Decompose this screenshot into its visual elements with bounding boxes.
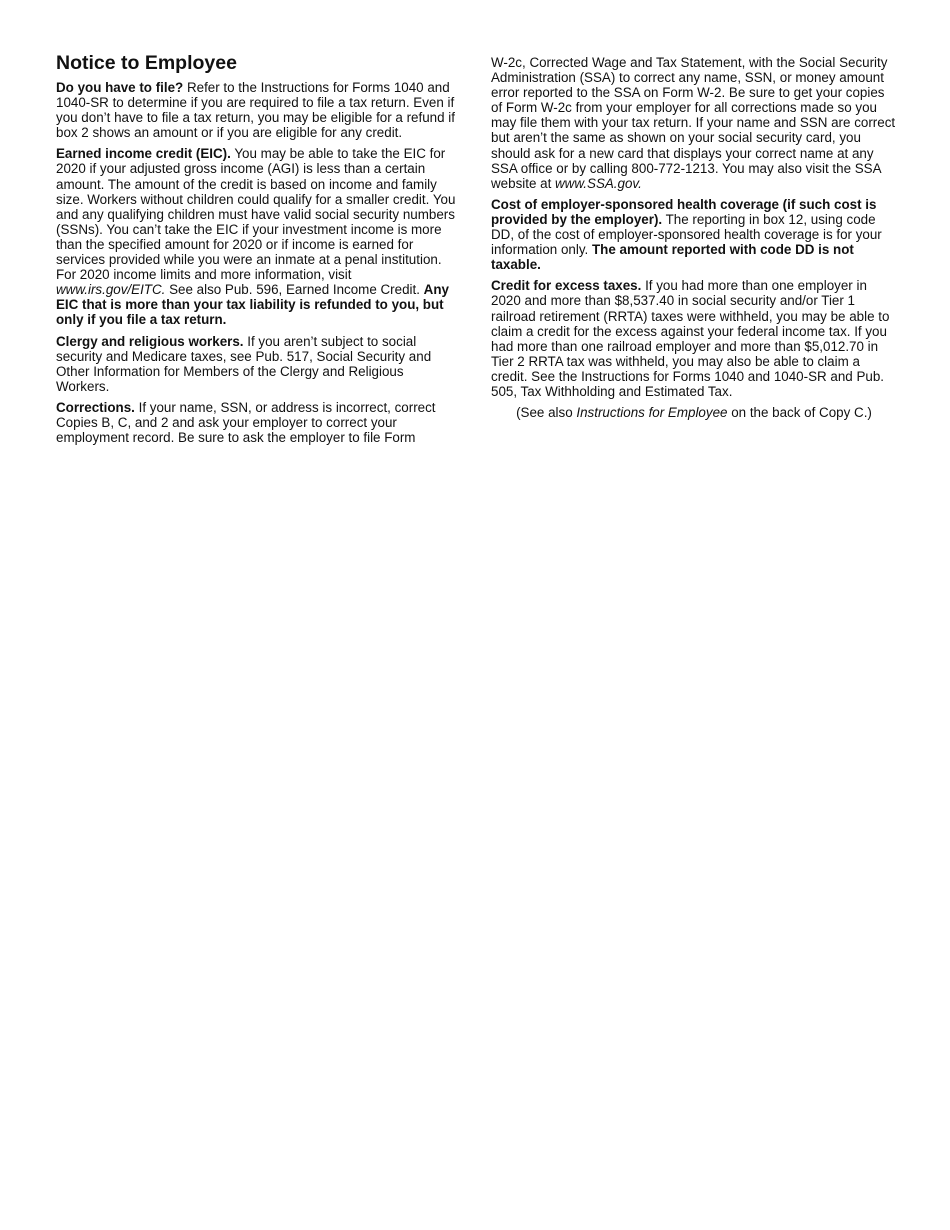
link-irs-eitc[interactable]: www.irs.gov/EITC. xyxy=(56,282,166,298)
text-earned-income-credit-pub: See also Pub. 596, Earned Income Credit. xyxy=(165,282,424,298)
text-health-coverage: The reporting in box 12, using code DD, of the cost of employer-sponsored health coverage is for your information only. xyxy=(491,211,882,258)
heading-earned-income-credit: Earned income credit (EIC). xyxy=(56,146,231,162)
paragraph-health-coverage xyxy=(491,197,897,272)
left-column xyxy=(56,52,460,451)
see-also-note xyxy=(491,405,897,420)
paragraph-earned-income-credit xyxy=(56,146,460,327)
heading-do-you-have-to-file: Do you have to file? xyxy=(56,80,184,95)
text-do-you-have-to-file: Refer to the Instructions for Forms 1040 and 1040-SR to determine if you are required to file a tax return. Even if you don’t have to file a tax return, you may be eligible for a refund if box 2 shows an amount or if you are eligible for any credit. xyxy=(56,80,455,141)
see-also-pre: (See also xyxy=(516,405,577,421)
paragraph-excess-taxes xyxy=(491,278,897,399)
heading-excess-taxes: Credit for excess taxes. xyxy=(491,278,642,294)
paragraph-corrections-continued xyxy=(491,55,897,191)
text-excess-taxes: If you had more than one employer in 2020 and more than $8,537.40 in social security and/or Tier 1 railroad retirement (RRTA) taxes were withheld, you may be able to claim a credit for the excess against your federal income tax. If you had more than one railroad employer and more than $5,012.70 in Tier 2 RRTA tax was withheld, you may also be able to claim a credit. See the Instructions for Forms 1040 and 1040-SR and Pub. 505, Tax Withholding and Estimated Tax. xyxy=(491,278,890,399)
text-health-coverage-not-taxable: The amount reported with code DD is not taxable. xyxy=(491,242,854,273)
text-corrections-left: If your name, SSN, or address is incorrect, correct Copies B, C, and 2 and ask your employer to correct your employment record. Be sure to ask the employer to file Form xyxy=(56,399,436,446)
paragraph-corrections xyxy=(56,400,460,445)
page-title: Notice to Employee xyxy=(56,52,237,74)
paragraph-clergy xyxy=(56,334,460,394)
text-clergy: If you aren’t subject to social security and Medicare taxes, see Pub. 517, Social Security and Other Information for Members of the Clergy and Religious Workers. xyxy=(56,333,432,394)
text-earned-income-credit: You may be able to take the EIC for 2020 if your adjusted gross income (AGI) is less than a certain amount. The amount of the credit is based on income and family size. Workers without children could qualify for a smaller credit. You and any qualifying children must have valid social security numbers (SSNs). You can’t take the EIC if your investment income is more than the specified amount for 2020 or if income is earned for services provided while you were an inmate at a penal institution. For 2020 income limits and more information, visit xyxy=(56,146,456,283)
see-also-italic: Instructions for Employee xyxy=(576,405,728,421)
see-also-post: on the back of Copy C.) xyxy=(727,405,872,421)
paragraph-do-you-have-to-file xyxy=(56,80,460,140)
right-column xyxy=(491,55,897,426)
link-ssa-gov[interactable]: www.SSA.gov. xyxy=(555,175,642,191)
heading-clergy: Clergy and religious workers. xyxy=(56,333,244,349)
text-corrections-right: W-2c, Corrected Wage and Tax Statement, with the Social Security Administration (SSA) to correct any name, SSN, or money amount error reported to the SSA on Form W-2. Be sure to get your copies of Form W-2c from your employer for all corrections made so you may file them with your tax return. If your name and SSN are correct but aren’t the same as shown on your social security card, you should ask for a new card that displays your correct name at any SSA office or by calling 800-772-1213. You may also visit the SSA website at xyxy=(491,55,896,191)
text-earned-income-credit-refund: Any EIC that is more than your tax liability is refunded to you, but only if you file a tax return. xyxy=(56,282,449,328)
heading-corrections: Corrections. xyxy=(56,399,135,415)
heading-health-coverage: Cost of employer-sponsored health coverage (if such cost is provided by the employer). xyxy=(491,196,877,227)
